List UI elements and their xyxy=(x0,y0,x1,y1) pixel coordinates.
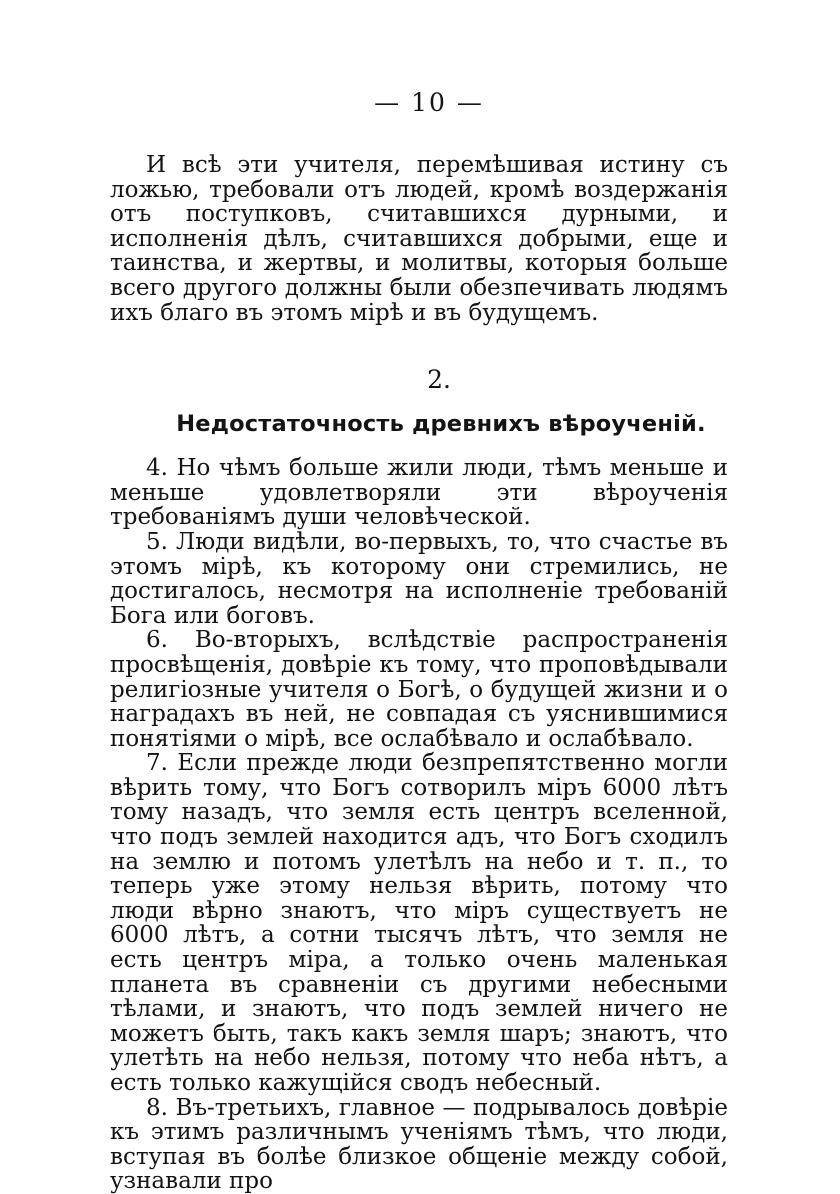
book-page xyxy=(110,88,728,1194)
paragraph-7: 7. Если прежде люди безпрепятственно могли вѣрить тому, что Богъ сотворилъ міръ 6000 лѣтъ тому назадъ, что земля есть центръ вселенной, что подъ землей находится адъ, что Богъ сходилъ на землю и потомъ улетѣлъ на небо и т. п., то теперь уже этому нельзя вѣрить, потому что люди вѣрно знаютъ, что міръ существуетъ не 6000 лѣтъ, а сотни тысячъ лѣтъ, что земля не есть центръ міра, а только очень маленькая планета въ сравненіи съ другими небесными тѣлами, и знаютъ, что подъ землей ничего не можетъ быть, такъ какъ земля шаръ; знаютъ, что улетѣть на небо нельзя, потому что неба нѣтъ, а есть только кажущійся сводъ небесный. xyxy=(110,750,728,1096)
section-title: Недостаточность древнихъ вѣроученій. xyxy=(176,411,706,438)
paragraph-8: 8. Въ-третьихъ, главное — подрывалось довѣріе къ этимъ различнымъ ученіямъ тѣмъ, что люди, вступая въ болѣе близкое общеніе между собой, узнавали про xyxy=(110,1094,728,1194)
page-number: — 10 — xyxy=(374,88,484,117)
paragraph-4: 4. Но чѣмъ больше жили люди, тѣмъ меньше и меньше удовлетворяли эти вѣроученія требованіямъ души человѣческой. xyxy=(110,455,728,531)
paragraph-6: 6. Во-вторыхъ, вслѣдствіе распространенія просвѣщенія, довѣріе къ тому, что проповѣдывали религіозные учителя о Богѣ, о будущей жизни и о наградахъ въ ней, не совпадая съ уяснившимися понятіями о мірѣ, все ослабѣвало и ослабѣвало. xyxy=(110,627,728,752)
section-number: 2. xyxy=(427,365,451,395)
intro-paragraph: И всѣ эти учителя, перемѣшивая истину съ ложью, требовали отъ людей, кромѣ воздержанія отъ поступковъ, считавшихся дурными, и исполненія дѣлъ, считавшихся добрыми, еще и таинства, и жертвы, и молитвы, которыя больше всего другого должны были обезпечивать людямъ ихъ благо въ этомъ мірѣ и въ будущемъ. xyxy=(110,152,728,326)
paragraph-5: 5. Люди видѣли, во-первыхъ, то, что счастье въ этомъ мірѣ, къ которому они стремились, не достигалось, несмотря на исполненіе требованій Бога или боговъ. xyxy=(110,528,728,629)
